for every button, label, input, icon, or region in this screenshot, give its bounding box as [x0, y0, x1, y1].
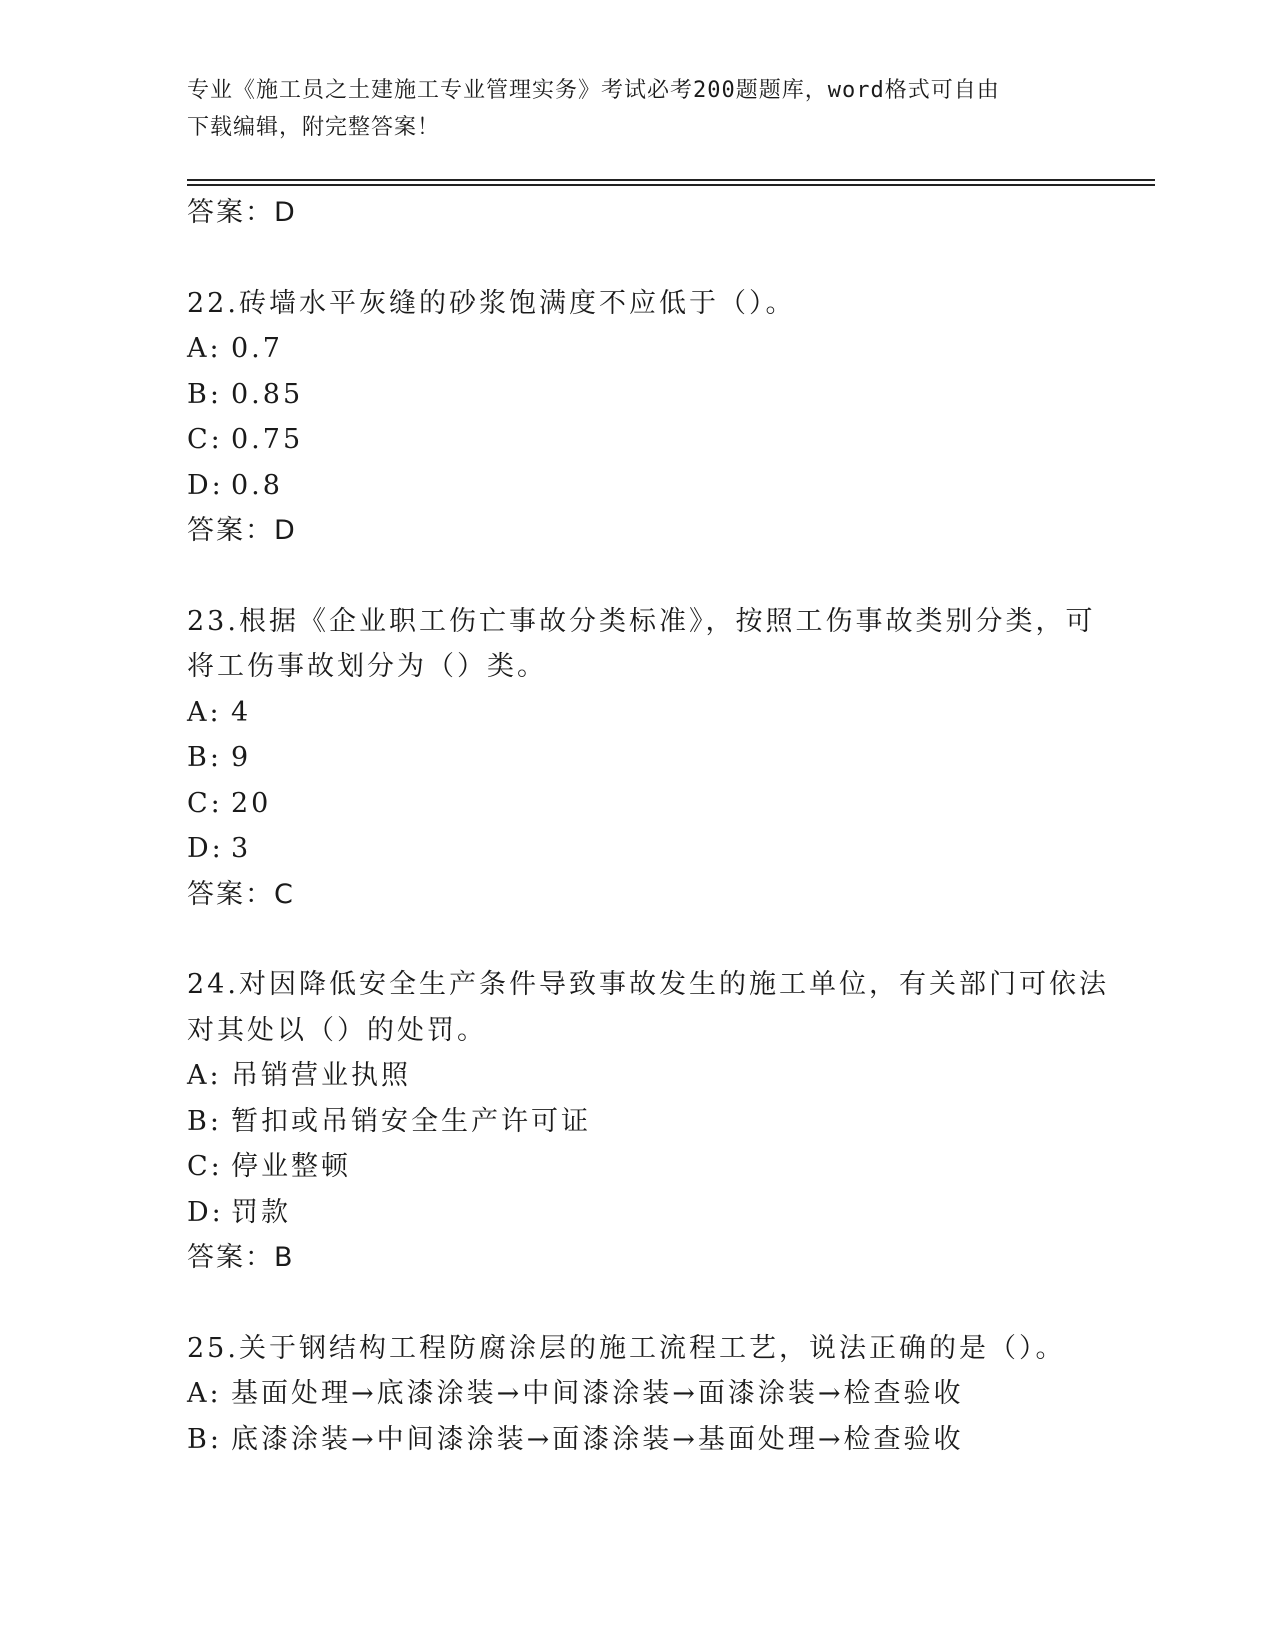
option-b	[187, 735, 1147, 781]
option-letter: C:	[187, 1151, 223, 1182]
option-c	[187, 417, 1147, 463]
option-letter: A:	[187, 333, 222, 364]
question-stem-continued: 对其处以（）的处罚。	[187, 1014, 487, 1046]
question-gap	[187, 1281, 1147, 1326]
option-b	[187, 1417, 1147, 1463]
option-letter: B:	[187, 378, 222, 410]
option-b	[187, 1099, 1147, 1145]
option-text: 0.85	[231, 378, 304, 410]
answer-line: 答案：D	[187, 197, 297, 228]
option-letter: D:	[187, 469, 224, 501]
option-letter: A:	[187, 696, 222, 728]
question-gap	[187, 917, 1147, 962]
option-letter: D:	[187, 833, 224, 864]
option-text: 暂扣或吊销安全生产许可证	[231, 1105, 591, 1137]
header-line-1: 专业《施工员之土建施工专业管理实务》考试必考200题题库，word格式可自由	[187, 78, 1000, 103]
option-letter: A:	[187, 1378, 222, 1409]
question-list	[187, 190, 1147, 1462]
option-d	[187, 826, 1147, 872]
option-text: 20	[231, 787, 272, 819]
question-block	[187, 599, 1147, 918]
question-stem: 23.根据《企业职工伤亡事故分类标准》，按照工伤事故类别分类，可	[187, 605, 1096, 637]
question-block	[187, 281, 1147, 554]
option-letter: B:	[187, 1423, 222, 1455]
question-gap	[187, 236, 1147, 281]
question-stem: 24.对因降低安全生产条件导致事故发生的施工单位，有关部门可依法	[187, 969, 1109, 1000]
option-text: 4	[231, 696, 252, 728]
header-divider-bottom	[187, 184, 1155, 186]
question-stem-continued: 将工伤事故划分为（）类。	[187, 651, 547, 682]
question-stem: 22.砖墙水平灰缝的砂浆饱满度不应低于（）。	[187, 287, 796, 319]
option-letter: B:	[187, 1105, 222, 1137]
option-letter: C:	[187, 424, 223, 455]
answer-line: 答案：B	[187, 1242, 295, 1273]
option-text: 吊销营业执照	[231, 1060, 411, 1091]
option-letter: C:	[187, 787, 223, 819]
option-text: 0.75	[231, 424, 304, 455]
option-text: 0.8	[231, 469, 283, 501]
option-a	[187, 1371, 1147, 1417]
option-b	[187, 372, 1147, 418]
option-c	[187, 1144, 1147, 1190]
option-d	[187, 463, 1147, 509]
option-text: 9	[231, 742, 252, 773]
option-text: 停业整顿	[231, 1151, 351, 1182]
answer-line: 答案：C	[187, 878, 295, 910]
option-text: 罚款	[231, 1196, 291, 1228]
option-text: 3	[231, 833, 252, 864]
option-a	[187, 690, 1147, 736]
option-text: 底漆涂装→中间漆涂装→面漆涂装→基面处理→检查验收	[231, 1423, 964, 1455]
option-letter: A:	[187, 1060, 222, 1091]
option-text: 基面处理→底漆涂装→中间漆涂装→面漆涂装→检查验收	[231, 1378, 964, 1409]
document-header	[187, 72, 1087, 146]
option-d	[187, 1190, 1147, 1236]
answer-line: 答案：D	[187, 515, 297, 546]
option-a	[187, 326, 1147, 372]
header-divider-top	[187, 179, 1155, 181]
option-letter: D:	[187, 1196, 224, 1228]
question-block	[187, 1326, 1147, 1463]
question-gap	[187, 554, 1147, 599]
option-text: 0.7	[231, 333, 283, 364]
question-block	[187, 962, 1147, 1281]
question-stem: 25.关于钢结构工程防腐涂层的施工流程工艺，说法正确的是（）。	[187, 1332, 1066, 1364]
option-letter: B:	[187, 742, 222, 773]
option-c	[187, 781, 1147, 827]
header-line-2: 下载编辑，附完整答案！	[187, 115, 441, 140]
option-a	[187, 1053, 1147, 1099]
